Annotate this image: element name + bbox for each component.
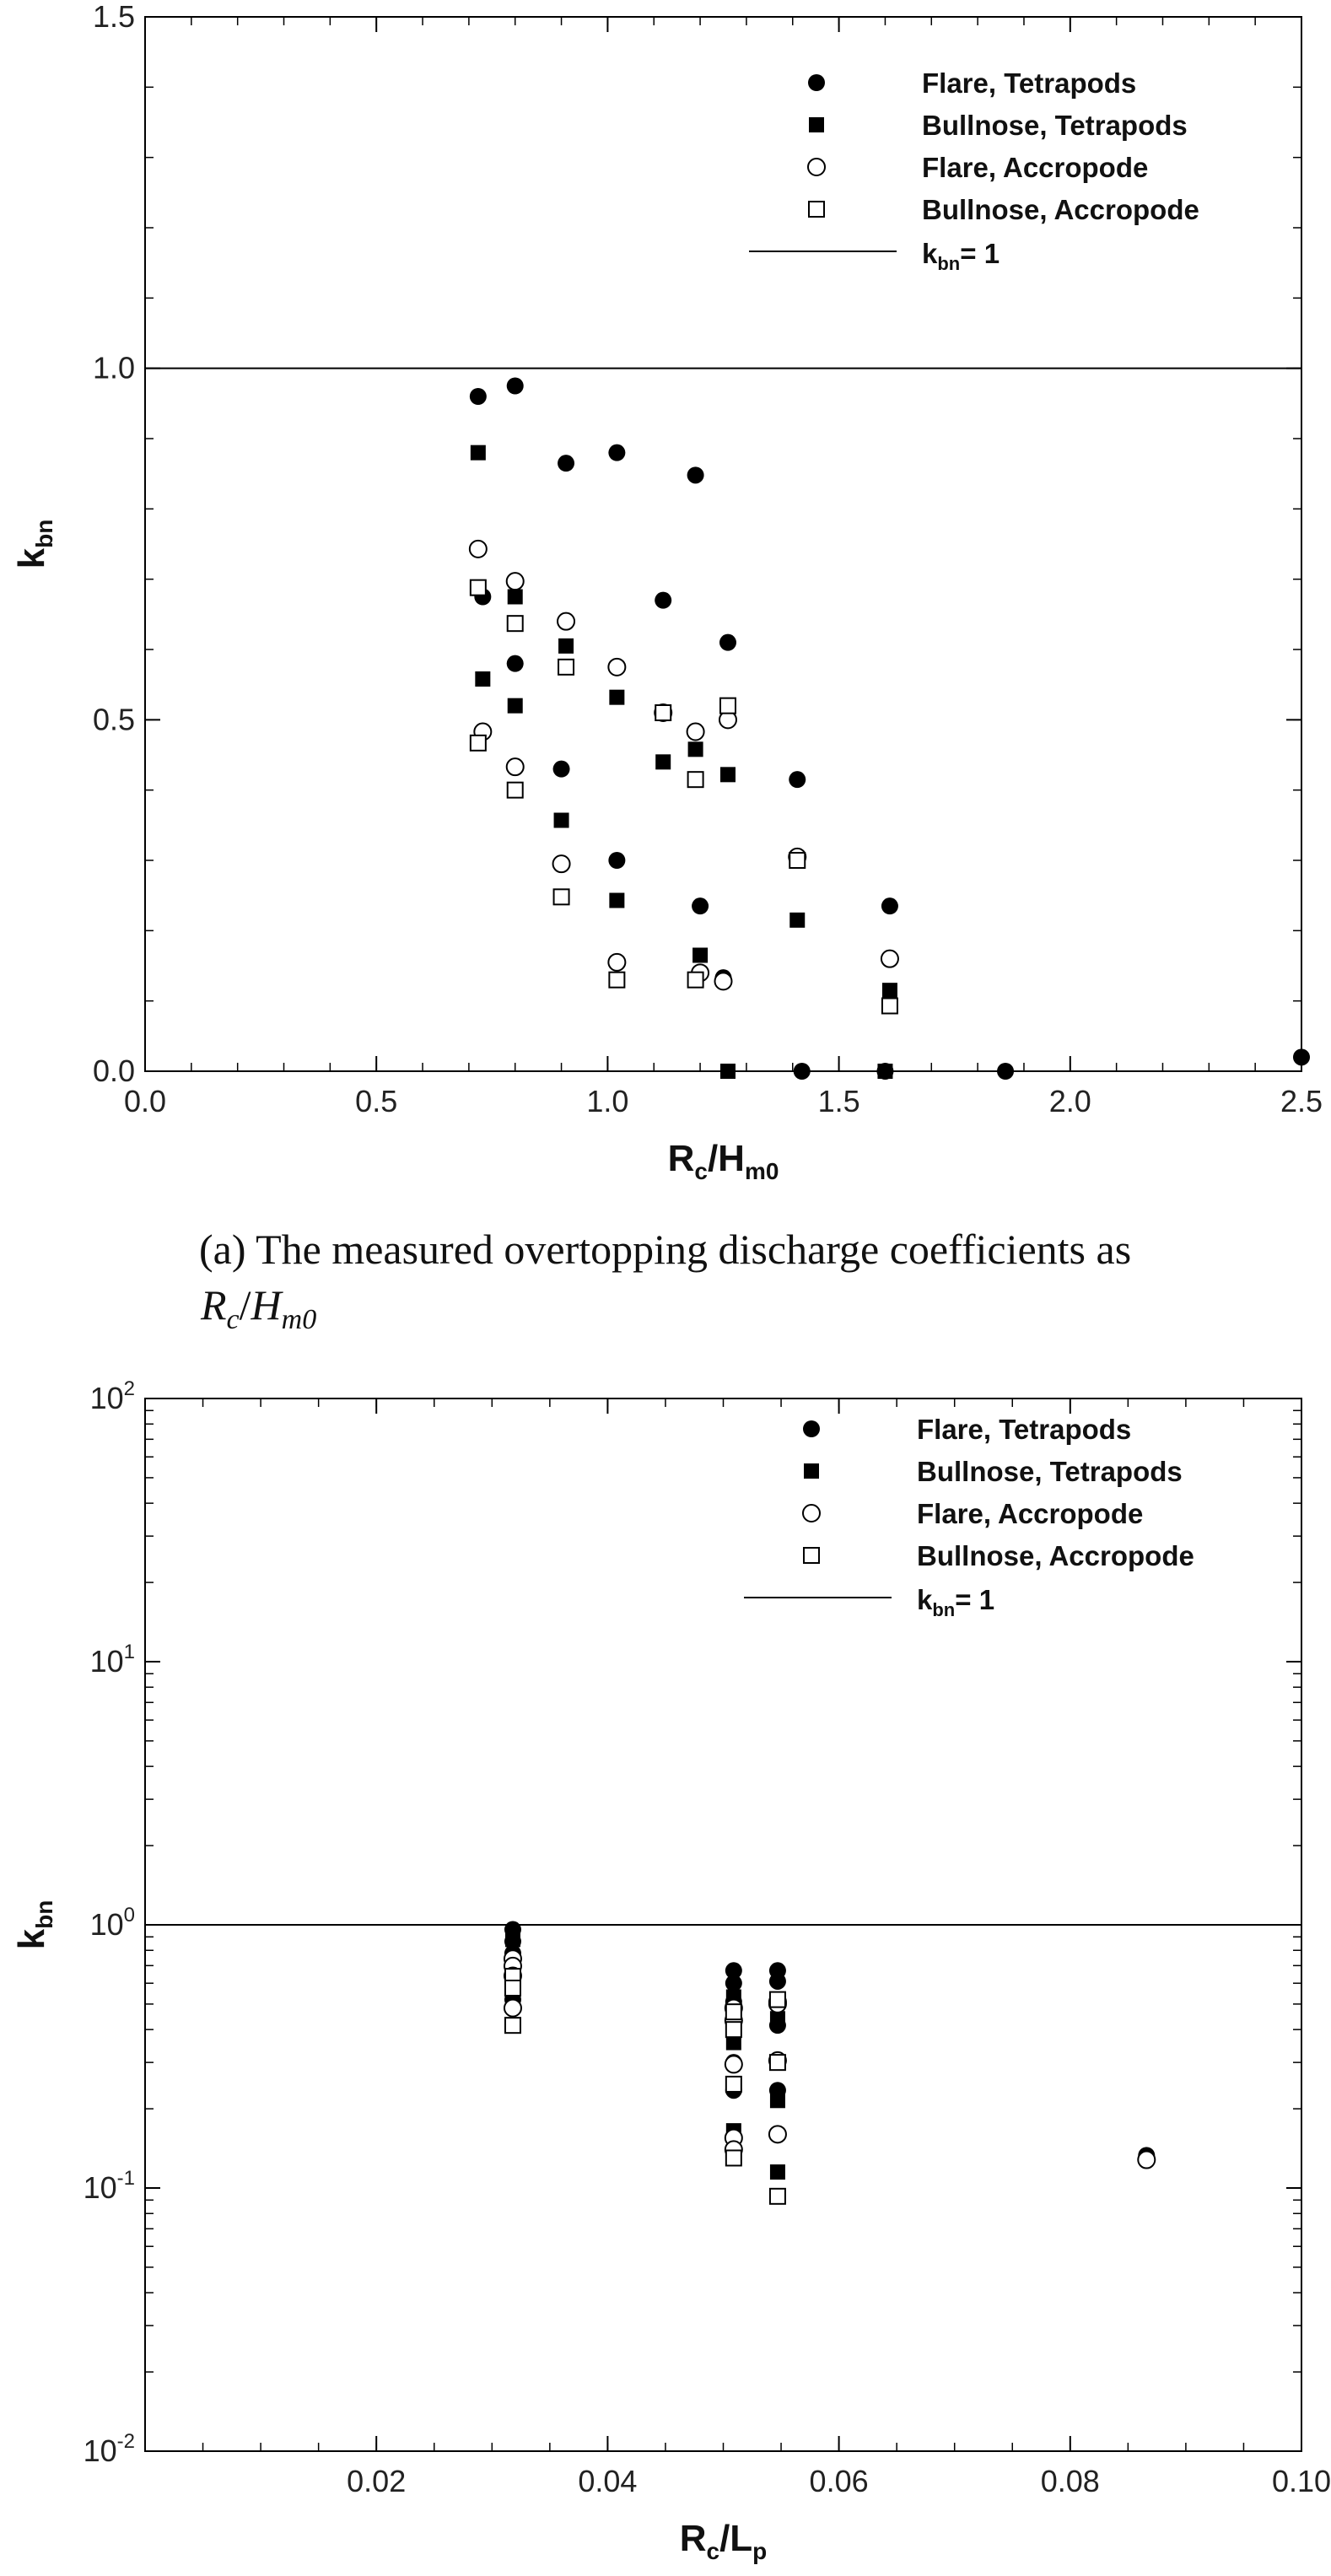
data-point-bullnose-accropode xyxy=(688,772,703,787)
data-point-bullnose-tetrapods xyxy=(720,767,736,782)
data-point-bullnose-accropode xyxy=(471,580,486,595)
data-point-bullnose-tetrapods xyxy=(471,445,486,461)
data-point-flare-tetrapods xyxy=(881,897,898,914)
data-point-flare-accropode xyxy=(715,973,732,989)
legend-label xyxy=(922,238,1000,274)
y-tick-base: 10 xyxy=(89,1644,124,1679)
x-axis-title-sub: c xyxy=(694,1158,708,1184)
data-point-bullnose-accropode xyxy=(789,853,805,868)
legend-label-rest: = 1 xyxy=(955,1584,995,1615)
legend-marker-open-circle xyxy=(803,1505,820,1522)
data-point-flare-accropode xyxy=(881,951,898,967)
x-axis-title-main: /H xyxy=(707,1138,745,1179)
y-axis-title-sub: bn xyxy=(31,1900,57,1929)
data-point-bullnose-tetrapods xyxy=(720,1064,736,1079)
series-bullnose-tetrapods xyxy=(471,445,897,1079)
data-point-flare-accropode xyxy=(687,724,704,741)
x-axis-title-main: R xyxy=(679,2518,707,2559)
x-axis-title-sub: m0 xyxy=(744,1158,779,1184)
data-point-bullnose-tetrapods xyxy=(789,913,805,928)
data-point-bullnose-tetrapods xyxy=(505,1932,520,1947)
legend-marker-open-square xyxy=(804,1548,819,1563)
x-axis-title xyxy=(668,1138,779,1184)
data-point-flare-tetrapods xyxy=(769,1973,786,1990)
data-point-bullnose-accropode xyxy=(770,2055,785,2070)
x-tick-label: 2.5 xyxy=(1280,1084,1323,1118)
data-point-bullnose-accropode xyxy=(726,2022,741,2037)
legend-marker-filled-circle xyxy=(803,1420,820,1437)
data-point-bullnose-tetrapods xyxy=(475,671,490,687)
data-point-flare-accropode xyxy=(608,659,625,676)
y-tick-base: 10 xyxy=(89,1907,124,1942)
data-point-bullnose-accropode xyxy=(726,2004,741,2019)
caption-math-c: c xyxy=(226,1304,240,1335)
x-axis-title-sub: c xyxy=(706,2538,720,2564)
legend-label: Bullnose, Accropode xyxy=(917,1540,1194,1571)
legend-marker-filled-circle xyxy=(808,74,825,91)
x-tick-label: 1.5 xyxy=(817,1084,860,1118)
data-point-bullnose-accropode xyxy=(505,2018,520,2033)
x-tick-label: 0.10 xyxy=(1271,2464,1331,2498)
legend-label: Bullnose, Tetrapods xyxy=(922,110,1188,141)
legend-label-sub: bn xyxy=(937,253,961,274)
legend-label-main: k xyxy=(917,1584,933,1615)
y-tick-exponent: -2 xyxy=(116,2430,135,2453)
x-tick-label: 0.04 xyxy=(578,2464,638,2498)
data-point-bullnose-accropode xyxy=(726,2077,741,2092)
data-point-flare-tetrapods xyxy=(507,378,524,395)
y-tick-base: 10 xyxy=(83,2170,117,2205)
data-point-bullnose-tetrapods xyxy=(770,2093,785,2108)
data-point-bullnose-tetrapods xyxy=(882,983,897,998)
caption-math-slash: / xyxy=(239,1281,251,1328)
legend-label: Flare, Accropode xyxy=(917,1498,1144,1529)
x-tick-label: 0.5 xyxy=(355,1084,398,1118)
data-point-flare-tetrapods xyxy=(608,852,625,869)
x-axis-title xyxy=(680,2518,768,2564)
data-point-flare-accropode xyxy=(558,613,574,630)
data-point-bullnose-tetrapods xyxy=(655,754,671,769)
y-tick-label xyxy=(90,1377,135,1415)
x-axis-title-sub: p xyxy=(752,2538,768,2564)
legend-marker-filled-square xyxy=(804,1463,819,1479)
y-axis-title xyxy=(11,520,57,569)
x-tick-label: 0.0 xyxy=(123,1084,167,1118)
y-tick-label: 0.5 xyxy=(92,702,135,737)
legend-label-rest: = 1 xyxy=(960,238,1000,269)
data-point-flare-tetrapods xyxy=(507,655,524,672)
legend-label: Flare, Tetrapods xyxy=(917,1414,1132,1445)
series-flare-tetrapods xyxy=(470,378,1310,1081)
x-axis-title-main: /L xyxy=(719,2518,753,2559)
legend-label-main: k xyxy=(922,238,938,269)
series-bullnose-tetrapods xyxy=(505,1932,785,2180)
legend-label: Flare, Accropode xyxy=(922,152,1149,183)
legend-marker-open-square xyxy=(809,202,824,217)
series-flare-tetrapods xyxy=(504,1921,1155,2164)
caption-math-m0: m0 xyxy=(281,1304,317,1335)
data-point-bullnose-accropode xyxy=(609,973,624,988)
caption-a-line1: (a) The measured overtopping discharge coefficients as xyxy=(199,1226,1132,1273)
y-tick-label: 1.0 xyxy=(92,350,135,385)
x-tick-label: 0.02 xyxy=(347,2464,407,2498)
legend-marker-open-circle xyxy=(808,159,825,175)
caption-math-h: H xyxy=(251,1281,282,1328)
y-axis-title-sub: bn xyxy=(31,519,57,548)
y-axis-title xyxy=(11,1900,57,1950)
data-point-flare-tetrapods xyxy=(1293,1048,1310,1065)
data-point-flare-tetrapods xyxy=(997,1063,1014,1080)
data-point-bullnose-tetrapods xyxy=(508,590,523,605)
y-axis-title-main: k xyxy=(11,547,52,569)
x-axis-title-main: R xyxy=(667,1138,695,1179)
data-point-flare-tetrapods xyxy=(692,897,709,914)
data-point-flare-accropode xyxy=(507,573,524,590)
y-tick-exponent: -1 xyxy=(116,2167,135,2190)
y-tick-exponent: 0 xyxy=(123,1904,135,1927)
series-flare-accropode xyxy=(504,1950,1155,2168)
data-point-bullnose-accropode xyxy=(558,660,574,675)
x-tick-label: 0.06 xyxy=(809,2464,869,2498)
series-bullnose-accropode xyxy=(505,1969,785,2204)
series-flare-accropode xyxy=(470,541,898,990)
data-point-flare-accropode xyxy=(553,855,570,872)
y-axis-title-main: k xyxy=(11,1928,52,1950)
data-point-bullnose-tetrapods xyxy=(508,698,523,714)
x-tick-label: 2.0 xyxy=(1048,1084,1091,1118)
data-point-bullnose-accropode xyxy=(655,705,671,720)
data-point-bullnose-accropode xyxy=(770,2189,785,2204)
data-point-flare-accropode xyxy=(608,954,625,971)
y-tick-base: 10 xyxy=(83,2433,117,2468)
y-tick-exponent: 2 xyxy=(123,1377,135,1400)
data-point-bullnose-accropode xyxy=(505,1981,520,1996)
data-point-bullnose-tetrapods xyxy=(877,1064,892,1079)
data-point-bullnose-tetrapods xyxy=(554,813,569,828)
chart-kbn-vs-rc-hm0 xyxy=(0,0,1331,1215)
y-tick-base: 10 xyxy=(89,1381,124,1415)
data-point-flare-tetrapods xyxy=(655,592,671,609)
data-point-flare-tetrapods xyxy=(789,771,806,788)
y-tick-exponent: 1 xyxy=(123,1641,135,1663)
legend-label: Bullnose, Tetrapods xyxy=(917,1456,1183,1487)
data-point-bullnose-accropode xyxy=(726,2150,741,2165)
caption-a xyxy=(199,1221,1131,1348)
data-point-flare-tetrapods xyxy=(725,1975,742,1991)
chart-kbn-vs-rc-lp xyxy=(0,1361,1331,2576)
y-tick-label xyxy=(90,1641,135,1679)
data-point-flare-tetrapods xyxy=(558,455,574,472)
data-point-flare-tetrapods xyxy=(553,761,570,778)
legend-label-sub: bn xyxy=(932,1599,956,1620)
data-point-flare-tetrapods xyxy=(687,466,704,483)
data-point-flare-tetrapods xyxy=(608,445,625,461)
data-point-bullnose-tetrapods xyxy=(558,639,574,654)
data-point-bullnose-tetrapods xyxy=(770,2011,785,2026)
data-point-bullnose-accropode xyxy=(882,999,897,1014)
y-tick-label xyxy=(84,2167,135,2205)
data-point-bullnose-accropode xyxy=(471,736,486,751)
data-point-flare-accropode xyxy=(470,541,487,558)
data-point-flare-tetrapods xyxy=(719,634,736,651)
data-point-bullnose-accropode xyxy=(770,1992,785,2007)
caption-a-math xyxy=(199,1277,1131,1348)
legend-label: Flare, Tetrapods xyxy=(922,67,1137,99)
x-tick-label: 0.08 xyxy=(1040,2464,1100,2498)
x-tick-label: 1.0 xyxy=(586,1084,629,1118)
data-point-flare-accropode xyxy=(769,2126,786,2142)
data-point-bullnose-tetrapods xyxy=(688,741,703,757)
data-point-flare-accropode xyxy=(725,2056,742,2072)
data-point-bullnose-tetrapods xyxy=(609,690,624,705)
legend-marker-filled-square xyxy=(809,117,824,132)
data-point-flare-accropode xyxy=(504,2000,521,2017)
data-point-flare-accropode xyxy=(507,758,524,775)
data-point-bullnose-tetrapods xyxy=(609,893,624,908)
data-point-flare-tetrapods xyxy=(794,1063,811,1080)
data-point-bullnose-accropode xyxy=(720,698,736,714)
y-tick-label: 0.0 xyxy=(92,1054,135,1088)
data-point-bullnose-accropode xyxy=(508,783,523,798)
legend-label: Bullnose, Accropode xyxy=(922,194,1199,225)
data-point-bullnose-tetrapods xyxy=(770,2164,785,2180)
y-tick-label: 1.5 xyxy=(92,0,135,34)
legend xyxy=(744,1414,1194,1620)
y-tick-label xyxy=(90,1904,135,1942)
data-point-bullnose-tetrapods xyxy=(692,948,708,963)
data-point-bullnose-accropode xyxy=(508,616,523,631)
data-point-flare-accropode xyxy=(1138,2152,1155,2169)
data-point-flare-tetrapods xyxy=(470,388,487,405)
caption-math-r: R xyxy=(201,1281,227,1328)
series-bullnose-accropode xyxy=(471,580,897,1014)
data-point-bullnose-accropode xyxy=(688,973,703,988)
data-point-bullnose-accropode xyxy=(554,889,569,904)
legend xyxy=(749,67,1199,274)
y-tick-label xyxy=(84,2430,135,2468)
legend-label xyxy=(917,1584,994,1620)
